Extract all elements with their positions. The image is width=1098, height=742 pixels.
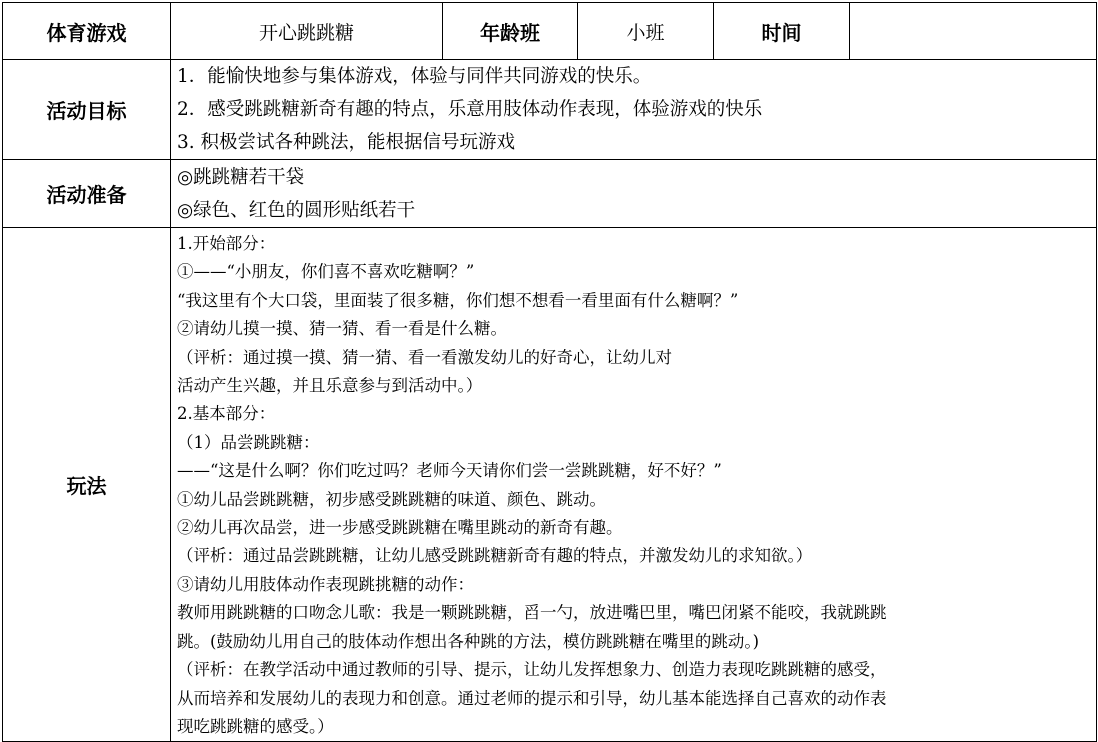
preparation-row bbox=[3, 160, 1097, 228]
play-line: 从而培养和发展幼儿的表现力和创意。通过老师的提示和引导，幼儿基本能选择自己喜欢的动作表 bbox=[177, 688, 887, 708]
preparation-label: 活动准备 bbox=[3, 160, 171, 228]
goal-item: 3. 积极尝试各种跳法，能根据信号玩游戏 bbox=[177, 132, 516, 153]
time-label: 时间 bbox=[714, 3, 850, 60]
goals-content bbox=[171, 60, 1097, 160]
play-line: （评析：通过摸一摸、猜一猜、看一看激发幼儿的好奇心，让幼儿对 bbox=[177, 347, 672, 367]
play-label: 玩法 bbox=[3, 228, 171, 742]
game-name: 开心跳跳糖 bbox=[171, 3, 443, 60]
play-line: ——“这是什么啊？你们吃过吗？老师今天请你们尝一尝跳跳糖，好不好？” bbox=[177, 461, 722, 481]
goals-label: 活动目标 bbox=[3, 60, 171, 160]
goals-row bbox=[3, 60, 1097, 160]
category-label: 体育游戏 bbox=[3, 3, 171, 60]
play-row bbox=[3, 228, 1097, 742]
header-row bbox=[3, 3, 1097, 60]
play-content bbox=[171, 228, 1097, 742]
preparation-item: ◎绿色、红色的圆形贴纸若干 bbox=[177, 199, 416, 221]
time-value bbox=[850, 3, 1097, 60]
play-line: ①幼儿品尝跳跳糖，初步感受跳跳糖的味道、颜色、跳动。 bbox=[177, 489, 606, 509]
preparation-content bbox=[171, 160, 1097, 228]
play-line: （1）品尝跳跳糖： bbox=[177, 432, 320, 452]
play-line: 活动产生兴趣，并且乐意参与到活动中。） bbox=[177, 376, 483, 396]
play-line: 现吃跳跳糖的感受。） bbox=[177, 716, 334, 736]
play-line: “我这里有个大口袋，里面装了很多糖，你们想不想看一看里面有什么糖啊？” bbox=[177, 290, 739, 310]
play-line: （评析：在教学活动中通过教师的引导、提示，让幼儿发挥想象力、创造力表现吃跳跳糖的感受， bbox=[177, 660, 887, 680]
play-line: ③请幼儿用肢体动作表现跳挑糖的动作： bbox=[177, 574, 474, 594]
play-line: ①——“小朋友，你们喜不喜欢吃糖啊？” bbox=[177, 262, 475, 282]
preparation-item: ◎跳跳糖若干袋 bbox=[177, 166, 305, 188]
play-line: 跳。(鼓励幼儿用自己的肢体动作想出各种跳的方法，模仿跳跳糖在嘴里的跳动。) bbox=[177, 631, 760, 651]
play-line: ②请幼儿摸一摸、猜一猜、看一看是什么糖。 bbox=[177, 319, 507, 339]
play-line: （评析：通过品尝跳跳糖，让幼儿感受跳跳糖新奇有趣的特点，并激发幼儿的求知欲。） bbox=[177, 546, 813, 566]
play-line: 2.基本部分： bbox=[177, 404, 276, 424]
play-line: ②幼儿再次品尝，进一步感受跳跳糖在嘴里跳动的新奇有趣。 bbox=[177, 518, 623, 538]
play-line: 1.开始部分： bbox=[177, 234, 276, 253]
age-value: 小班 bbox=[578, 3, 714, 60]
goal-item: 1．能愉快地参与集体游戏，体验与同伴共同游戏的快乐。 bbox=[177, 66, 652, 87]
lesson-plan-table bbox=[2, 2, 1097, 742]
goal-item: 2．感受跳跳糖新奇有趣的特点，乐意用肢体动作表现，体验游戏的快乐 bbox=[177, 99, 763, 120]
age-label: 年龄班 bbox=[443, 3, 578, 60]
play-line: 教师用跳跳糖的口吻念儿歌：我是一颗跳跳糖，舀一勺，放进嘴巴里，嘴巴闭紧不能咬，我就跳跳 bbox=[177, 603, 887, 623]
